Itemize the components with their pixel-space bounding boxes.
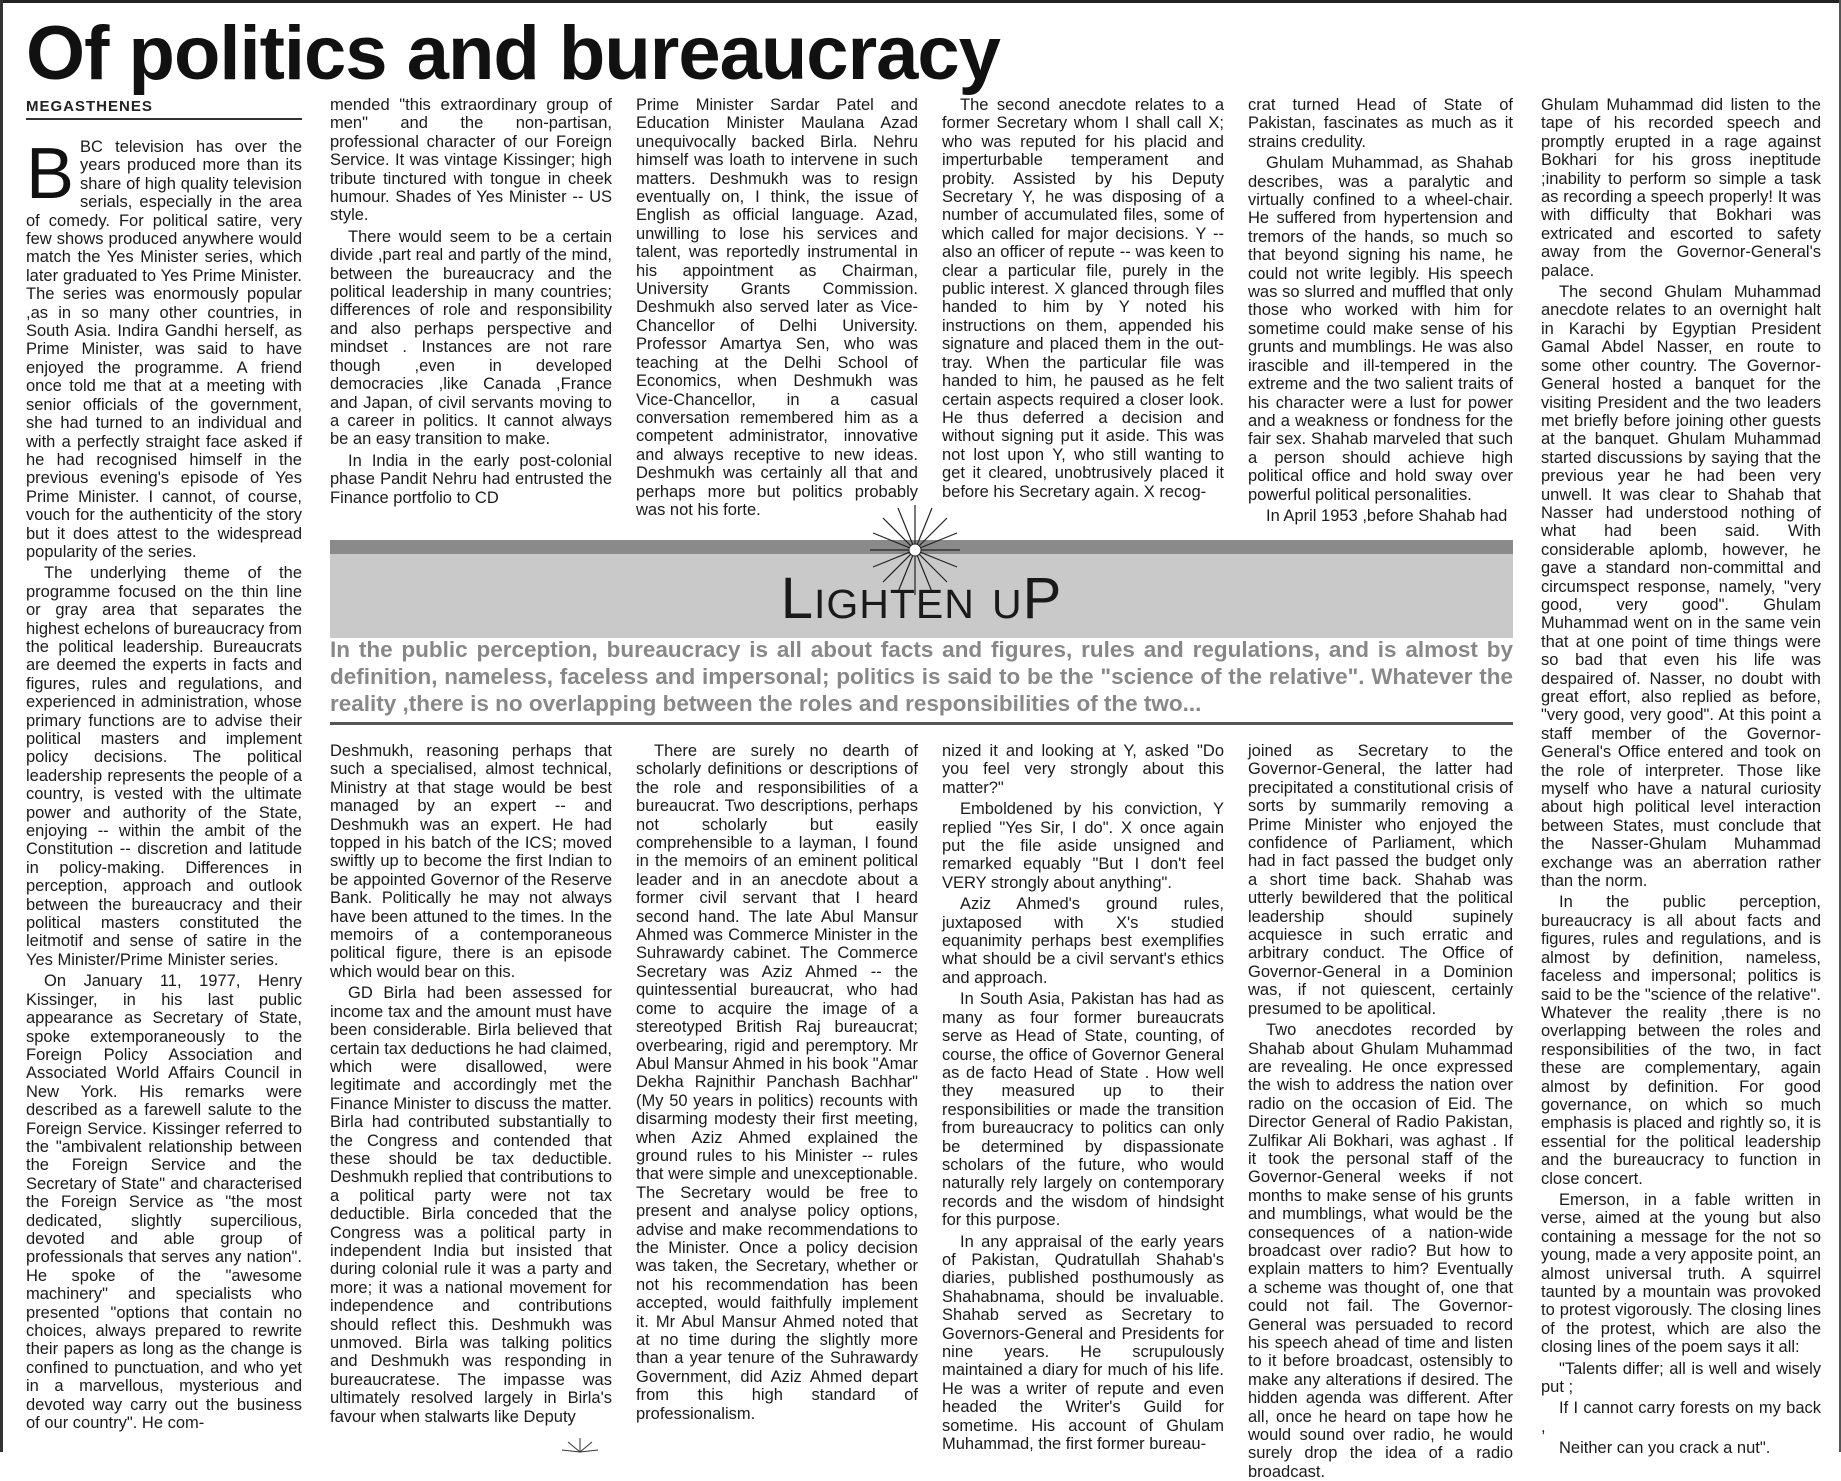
column-5-top [1248, 96, 1513, 528]
col1-paragraph-2: The underlying theme of the programme focused on the thin line or gray area that separates the highest echelons of bureaucracy from the political leadership. Bureaucrats are deemed the experts in facts and figures, rules and regulations, and experienced in administration, whose primary functions are to advise their political masters and implement policy decisions. The political leadership represents the people of a country, is vested with the ultimate power and authority of the State, enjoying -- within the ambit of the Constitution -- discretion and latitude in policy-making. Differences in perception, approach and outlook between the bureaucracy and their political masters constituted the leitmotif and sense of satire in the Yes Minister/Prime Minister series. [26, 564, 302, 969]
bcol4-paragraph-1: nized it and looking at Y, asked "Do you feel very strongly about this matter?" [942, 742, 1224, 797]
column-6 [1541, 96, 1821, 1458]
column-2-bottom [330, 742, 612, 1434]
top-border [0, 0, 1841, 3]
column-3-bottom [636, 742, 918, 1434]
column-4-bottom [942, 742, 1224, 1454]
col3-paragraph-1: Prime Minister Sardar Patel and Education Minister Maulana Azad unequivocally backed Birla. Nehru himself was loath to intervene in such matters. Deshmukh was to resign eventually on, I think, the issue of English as official language. Azad, unwilling to lose his services and talent, was reportedly instrumental in his appointment as Chairman, University Grants Commission. Deshmukh also served later as Vice-Chancellor of Delhi University. Professor Amartya Sen, who was teaching at the Delhi School of Economics, when Deshmukh was Vice-Chancellor, in a casual conversation remembered him as a competent administrator, innovative and always receptive to new ideas. Deshmukh was certainly all that and perhaps more but politics probably was not his forte. [636, 96, 918, 519]
col6-paragraph-4: Emerson, in a fable written in verse, aimed at the young but also containing a message for the not so young, made a very apposite point, an almost universal truth. A squirrel taunted by a mountain was provoked to protest vigorously. The closing lines of the protest, which are also the closing lines of the poem says it all: [1541, 1190, 1821, 1357]
bcol2-paragraph-2: GD Birla had been assessed for income tax and the amount must have been considerable. Birla believed that certain tax deductions he had claimed, which were disallowed, were legitimate and accordingly met the Finance Minister to discuss the matter. Birla had contributed substantially to the Congress and contended that these should be tax deductible. Deshmukh replied that contributions to a political party were not tax deductible. Birla conceded that the Congress was a political party in independent India but insisted that during colonial rule it was a party and more; it was a national movement for independence and contributions should reflect this. Deshmukh was unmoved. Birla was talking politics and Deshmukh was responding in bureaucratese. The impasse was ultimately resolved largely in Birla's favour when stalwarts like Deputy [330, 984, 612, 1426]
bcol4-paragraph-3: Aziz Ahmed's ground rules, juxtaposed with X's studied equanimity perhaps best exemplifies what should be a civil servant's ethics and approach. [942, 895, 1224, 987]
column-4-top [942, 96, 1224, 528]
column-3-top [636, 96, 918, 528]
column-1 [26, 134, 302, 1433]
col6-paragraph-3: In the public perception, bureaucracy is all about facts and figures, rules and regulations, and is almost by definition, nameless, faceless and impersonal; politics is said to be the "science of the relative". Whatever the reality ,there is no overlapping between the roles and responsibilities of the two, in fact these are complementary, again almost by definition. For good governance, on which so much emphasis is placed and rightly so, it is essential for the political leadership and the bureaucracy to function in close concert. [1541, 893, 1821, 1188]
col1-paragraph-3: On January 11, 1977, Henry Kissinger, in his last public appearance as Secretary of State, spoke extemporaneously to the Foreign Policy Association and Associated World Affairs Council in New York. His remarks were described as a farewell salute to the Foreign Service. Kissinger referred to the "ambivalent relationship between the Foreign Service and the Secretary of State" and characterised the Foreign Service as "the most dedicated, slightly supercilious, devoted and able group of professionals that serves any nation". He spoke of the "awesome machinery" and specialists who presented "options that contain no choices, always prepared to rewrite their papers as long as the change is confined to punctuation, and who yet in a marvellous, mysterious and devoted way carry out the business of our country". He com- [26, 972, 302, 1433]
col4-paragraph-1: The second anecdote relates to a former Secretary whom I shall call X; who was reputed for his placid and imperturbable temperament and probity. Assisted by his Deputy Secretary Y, he was disposing of a number of accumulated files, some of which called for major decisions. Y -- also an officer of repute -- was keen to clear a particular file, purely in the public interest. X glanced through files handed to him by Y noted his instructions on them, appended his signature and placed them in the out-tray. When the particular file was handed to him, he paused as he felt certain aspects required a closer look. He thus deferred a decision and without signing put it aside. This was not lost upon Y, who still wanting to get it cleared, unobtrusively placed it before his Secretary again. X recog- [942, 96, 1224, 501]
bcol4-paragraph-2: Emboldened by his conviction, Y replied "Yes Sir, I do". X once again put the file aside unsigned and remarked equably "But I don't feel VERY strongly about anything". [942, 800, 1224, 892]
col6-paragraph-6: If I cannot carry forests on my back , [1541, 1399, 1821, 1436]
column-2-top [330, 96, 612, 528]
bcol4-paragraph-5: In any appraisal of the early years of Pakistan, Qudratullah Shahab's diaries, published posthumously as Shahabnama, should be invaluable. Shahab served as Secretary to Governors-General and Presidents for nine years. He scrupulously maintained a diary for much of his life. He was a writer of repute and even headed the Writer's Guild for sometime. His account of Ghulam Muhammad, the first former bureau- [942, 1232, 1224, 1454]
column-5-bottom [1248, 742, 1513, 1481]
bcol5-paragraph-1: joined as Secretary to the Governor-General, the latter had precipitated a constitutional crisis of sorts by summarily removing a Prime Minister who enjoyed the confidence of Parliament, which had in fact passed the budget only a short time back. Shahab was utterly bewildered that the political leadership should supinely acquiesce in such erratic and arbitrary conduct. The Office of Governor-General in a Dominion was, if not quiescent, certainly presumed to be apolitical. [1248, 742, 1513, 1018]
section-title: Lighten uP [780, 566, 1063, 631]
col5-paragraph-2: Ghulam Muhammad, as Shahab describes, was a paralytic and virtually confined to a wheel-chair. He suffered from hypertension and tremors of the hands, so much so that beyond signing his name, he could not write legibly. His speech was so slurred and muffled that only those who worked with him for sometime could make sense of his grunts and mumblings. He was also irascible and ill-tempered in the extreme and the two salient traits of his character were a lust for power and a weakness or fondness for the fair sex. Shahab marveled that such a person should achieve high political office and hold sway over powerful political personalities. [1248, 154, 1513, 504]
col5-paragraph-1: crat turned Head of State of Pakistan, fascinates as much as it strains credulity. [1248, 96, 1513, 151]
pull-quote: In the public perception, bureaucracy is all about facts and figures, rules and regulations, and is almost by definition, nameless, faceless and impersonal; politics is said to be the "science of the relative". Whatever the reality ,there is no overlapping between the roles and responsibilities of the two... [330, 637, 1513, 716]
bcol3-paragraph-1: There are surely no dearth of scholarly definitions or descriptions of the role and responsibilities of a bureaucrat. Two descriptions, perhaps not scholarly but easily comprehensible to a layman, I found in the memoirs of an eminent political leader and in an anecdote about a former civil servant that I heard second hand. The late Abul Mansur Ahmed was Commerce Minister in the Suhrawardy cabinet. The Commerce Secretary was Aziz Ahmed -- the quintessential bureaucrat, who had come to acquire the image of a stereotyped British Raj bureaucrat; overbearing, rigid and peremptory. Mr Abul Mansur Ahmed in his book "Amar Dekha Rajnithir Panchash Bachhar" (My 50 years in politics) recounts with disarming modesty their first meeting, when Aziz Ahmed explained the ground rules to his Minister -- rules that were simple and unexceptionable. The Secretary would be free to present and analyse policy options, advise and make recommendations to the Minister. Once a policy decision was taken, the Secretary, whether or not his recommendation has been accepted, would faithfully implement it. Mr Abul Mansur Ahmed noted that at no time during the slightly more than a year tenure of the Suhrawardy Government, did Aziz Ahmed depart from this high standard of professionalism. [636, 742, 918, 1423]
col1-paragraph-1: BBC television has over the years produced more than its share of high quality television serials, especially in the area of comedy. For political satire, very few shows produced anywhere would match the Yes Minister series, which later graduated to Yes Prime Minister. The series was enormously popular ,as in so many other countries, in South Asia. Indira Gandhi herself, as Prime Minister, was said to have enjoyed the programme. A friend once told me that at a meeting with senior officials of the government, she had turned to an individual and with a perfectly straight face asked if he had recognised himself in the previous evening's episode of Yes Prime Minister. I cannot, of course, vouch for the authenticity of the story but it does attest to the widespread popularity of the series. [26, 134, 302, 561]
drop-cap: B [26, 134, 75, 214]
headline: Of politics and bureaucracy [26, 11, 1000, 96]
byline-rule [26, 118, 302, 120]
col5-paragraph-3: In April 1953 ,before Shahab had [1266, 506, 1508, 525]
bcol2-paragraph-1: Deshmukh, reasoning perhaps that such a specialised, almost technical, Ministry at that stage would be best managed by an expert -- and Deshmukh was an expert. He had topped in his batch of the ICS; moved swiftly up to become the first Indian to be appointed Governor of the Reserve Bank. Politically he may not always have been attuned to the times. In the memoirs of a contemporaneous political figure, there is an episode which would bear on this. [330, 742, 612, 981]
col2-paragraph-1: mended "this extraordinary group of men" and the non-partisan, professional character of our Foreign Service. It was vintage Kissinger; high tribute tinctured with tongue in cheek humour. Shades of Yes Minister -- US style. [330, 96, 612, 225]
bottom-starburst-icon [560, 1438, 600, 1468]
col6-paragraph-7: Neither can you crack a nut". [1559, 1439, 1771, 1458]
col6-paragraph-5: "Talents differ; all is well and wisely put ; [1541, 1359, 1821, 1397]
bcol5-paragraph-2: Two anecdotes recorded by Shahab about Ghulam Muhammad are revealing. He once expressed the wish to address the nation over radio on the occasion of Eid. The Director General of Radio Pakistan, Zulfikar Ali Bokhari, was aghast . If it took the personal staff of the Governor-General weeks if not months to make sense of his grunts and mumblings, what would be the consequences of a nation-wide broadcast over radio? But how to explain matters to him? Eventually a scheme was thought of, one that could not fail. The Governor-General was persuaded to record his speech ahead of time and listen to it before broadcast, ostensibly to make any alterations if desired. The hidden agenda was different. After all, once he heard on tape how he would sound over radio, he would surely drop the idea of a radio broadcast. [1248, 1021, 1513, 1481]
left-border [0, 0, 3, 1452]
pull-quote-rule [330, 722, 1513, 725]
col6-paragraph-1: Ghulam Muhammad did listen to the tape of his recorded speech and promptly erupted in a rage against Bokhari for his gross ineptitude ;inability to perform so simple a task as recording a speech properly! It was with difficulty that Bokhari was extricated and escorted to safety away from the Governor-General's palace. [1541, 96, 1821, 280]
bcol4-paragraph-4: In South Asia, Pakistan has had as many as four former bureaucrats serve as Head of State, counting, of course, the office of Governor General as de facto Head of State . How well they measured up to their responsibilities or made the transition from bureaucracy to politics can only be determined by dispassionate scholars of the future, who would naturally rely largely on contemporary records and the wisdom of hindsight for this purpose. [942, 990, 1224, 1230]
col2-paragraph-3: In India in the early post-colonial phase Pandit Nehru had entrusted the Finance portfolio to CD [330, 451, 612, 507]
col6-paragraph-2: The second Ghulam Muhammad anecdote relates to an overnight halt in Karachi by Egyptian President Gamal Abdel Nasser, en route to some other country. The Governor-General hosted a banquet for the visiting President and the two leaders met briefly before joining other guests at the banquet. Ghulam Muhammad started discussions by saying that the previous year he had been very unwell. It was clear to Shahab that Nasser had understood nothing of what had been said. With considerable aplomb, however, he gave a standard non-committal and circumspect response, namely, "very good, very good". Ghulam Muhammad went on in the same vein that at one point of time things were so bad that even his life was despaired of. Nasser, no doubt with great effort, also replied as before, "very good, very good". At this point a staff member of the Governor-General's Office entered and took on the role of interpreter. Those like myself who have a natural curiosity about high political level interaction between States, must conclude that the Nasser-Ghulam Muhammad exchange was an aberration rather than the norm. [1541, 283, 1821, 891]
byline: MEGASTHENES [26, 98, 153, 115]
col2-paragraph-2: There would seem to be a certain divide ,part real and partly of the mind, between the bureaucracy and the political leadership in many countries; differences of role and responsibility and also perhaps perspective and mindset . Instances are not rare though ,even in developed democracies ,like Canada ,France and Japan, of civil servants moving to a career in politics. It cannot always be an easy transition to make. [330, 227, 612, 449]
